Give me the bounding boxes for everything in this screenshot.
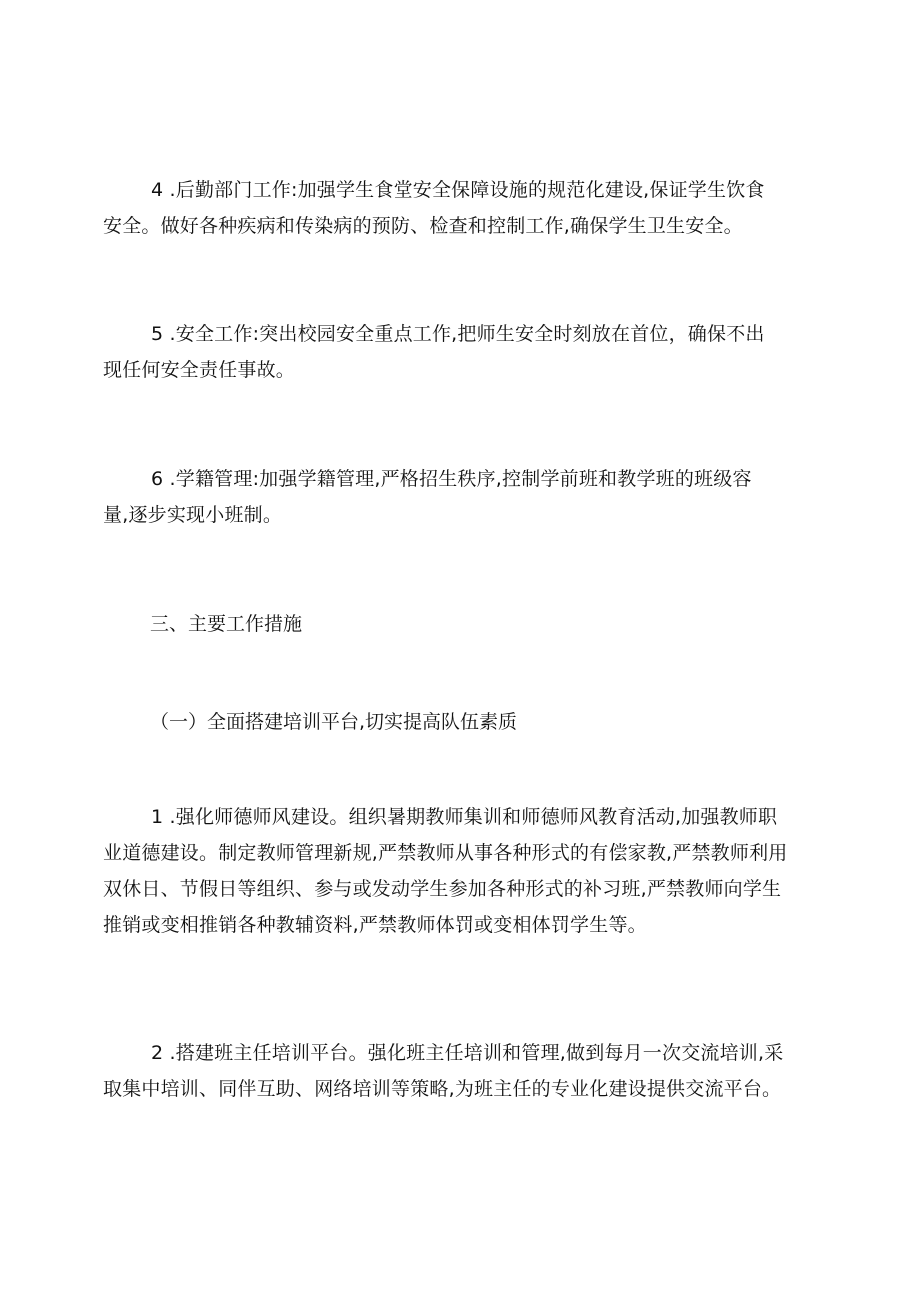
paragraph-line: 推销或变相推销各种教辅资料,严禁教师体罚或变相体罚学生等。 bbox=[103, 914, 647, 936]
paragraph-line: 4 .后勤部门工作:加强学生食堂安全保障设施的规范化建设,保证学生饮食 bbox=[151, 179, 765, 201]
paragraph-line: 2 .搭建班主任培训平台。强化班主任培训和管理,做到每月一次交流培训,采 bbox=[151, 1042, 784, 1064]
paragraph-line: 双休日、节假日等组织、参与或发动学生参加各种形式的补习班,严禁教师向学生 bbox=[103, 878, 782, 900]
measure-ethics bbox=[103, 799, 825, 943]
section-heading: 三、主要工作措施 bbox=[150, 613, 303, 635]
paragraph-line: 量,逐步实现小班制。 bbox=[103, 504, 283, 526]
paragraph-safety bbox=[103, 316, 825, 388]
paragraph-line: 1 .强化师德师风建设。组织暑期教师集训和师德师风教育活动,加强教师职 bbox=[151, 806, 778, 828]
paragraph-line: 安全。做好各种疾病和传染病的预防、检查和控制工作,确保学生卫生安全。 bbox=[103, 215, 743, 237]
subsection-heading: （一）全面搭建培训平台,切实提高队伍素质 bbox=[150, 711, 518, 733]
paragraph-line: 5 .安全工作:突出校园安全重点工作,把师生安全时刻放在首位，确保不出 bbox=[151, 323, 765, 345]
measure-head-teacher-training bbox=[103, 1035, 825, 1107]
paragraph-logistics bbox=[103, 172, 825, 244]
paragraph-line: 业道德建设。制定教师管理新规,严禁教师从事各种形式的有偿家教,严禁教师利用 bbox=[103, 842, 788, 864]
paragraph-line: 现任何安全责任事故。 bbox=[103, 359, 296, 381]
paragraph-line: 取集中培训、同伴互助、网络培训等策略,为班主任的专业化建设提供交流平台。 bbox=[103, 1078, 782, 1100]
paragraph-enrollment bbox=[103, 461, 825, 533]
paragraph-line: 6 .学籍管理:加强学籍管理,严格招生秩序,控制学前班和教学班的班级容 bbox=[151, 468, 752, 490]
